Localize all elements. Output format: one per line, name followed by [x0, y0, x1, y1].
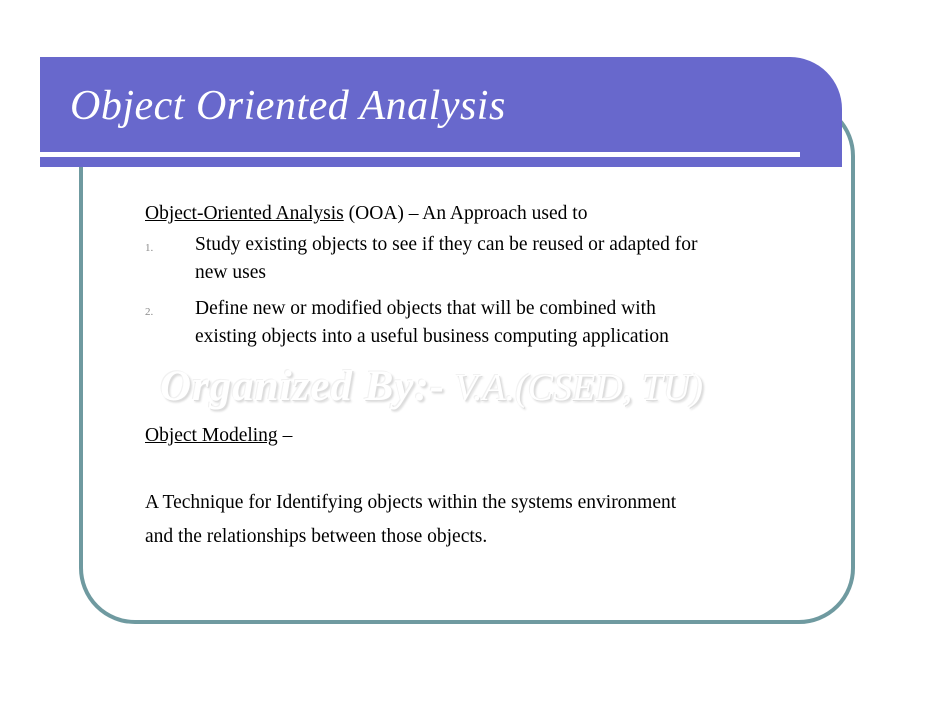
list-number: 1.: [145, 242, 154, 254]
list-item-text-line: new uses: [195, 262, 266, 283]
ooa-heading: [145, 200, 587, 228]
modeling-term: Object Modeling: [145, 425, 278, 446]
modeling-description-line: and the relationships between those objects.: [145, 526, 488, 547]
list-item-text-line: existing objects into a useful business computing application: [195, 326, 669, 347]
modeling-description-line: A Technique for Identifying objects within the systems environment: [145, 492, 677, 513]
watermark-sub: V.A.(CSED, TU): [445, 367, 704, 409]
watermark-main: Organized By:-: [160, 363, 446, 410]
modeling-suffix: –: [277, 425, 293, 446]
slide-title: Object Oriented Analysis: [70, 83, 506, 129]
modeling-heading: [145, 422, 292, 450]
ooa-term: Object-Oriented Analysis: [145, 203, 344, 224]
list-item-text-line: Define new or modified objects that will be combined with: [195, 298, 656, 319]
list-item-text-line: Study existing objects to see if they can be reused or adapted for: [195, 234, 698, 255]
title-underline-rule: [40, 152, 800, 157]
list-number: 2.: [145, 306, 154, 318]
ooa-definition: (OOA) – An Approach used to: [343, 203, 588, 224]
